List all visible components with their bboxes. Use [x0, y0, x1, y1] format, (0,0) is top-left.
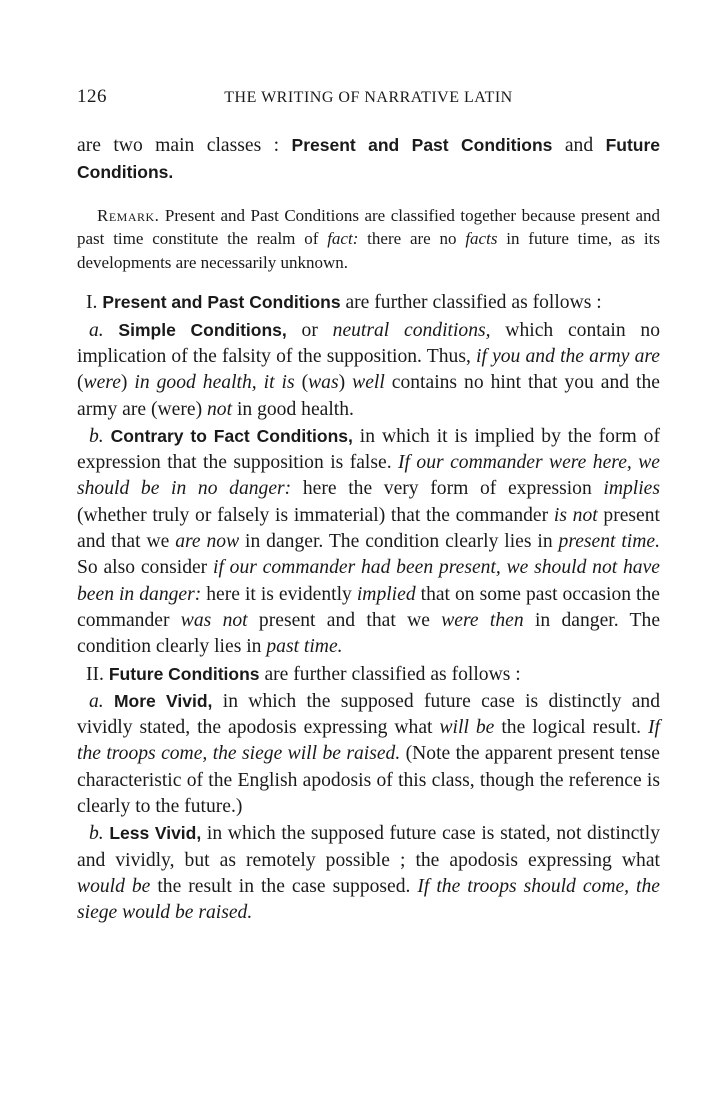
text-run: in which it is implied by the form of expression that the supposition is false. [77, 425, 660, 474]
text-run: ( [294, 372, 309, 394]
bold-term: Contrary to Fact Conditions, [103, 425, 353, 446]
text-run: in good health. [232, 398, 354, 420]
bold-term: Future Conditions [108, 663, 260, 684]
section-number: I. [86, 292, 103, 314]
italic-run: If the troops should come, the siege would be raised. [77, 875, 660, 924]
text-run: So also consider [77, 557, 213, 579]
text-run: (whether truly or falsely is immaterial) that the commander [77, 504, 554, 526]
italic-run: fact: [327, 229, 359, 249]
section-2b [77, 820, 660, 926]
text-run: in which the supposed future case is stated, not distinctly and vividly, but as remotely possible ; the apodosis expressing what [77, 823, 660, 871]
text-run: the logical result. [494, 717, 649, 739]
text-run: are two main classes : [77, 135, 292, 156]
page-header [77, 86, 660, 114]
section-1b [77, 423, 660, 661]
item-letter: b. [89, 823, 104, 845]
text-run: ) [338, 372, 353, 394]
section-1-heading [77, 289, 660, 316]
remark-paragraph [77, 204, 660, 275]
item-letter: a. [89, 690, 104, 712]
italic-run: were then [441, 609, 524, 631]
bold-term: Present and Past Conditions [102, 292, 341, 313]
bold-term: More Vivid, [103, 690, 213, 711]
text-run: are further classified as follows : [259, 663, 521, 685]
page-body [77, 132, 660, 927]
text-run: Present and Past Conditions are classified together because present and past time constitute the realm of [77, 205, 660, 249]
italic-run: past time. [266, 636, 343, 658]
text-run: are further classified as follows : [340, 292, 602, 314]
running-title: THE WRITING OF NARRATIVE LATIN [224, 89, 513, 106]
text-run: that on some past occasion the commander [77, 583, 660, 631]
bold-term: Less Vivid, [103, 823, 202, 844]
italic-run: neutral conditions, [332, 319, 491, 341]
italic-run: well [352, 372, 385, 394]
italic-run: If our commander were here, we should be in no danger: [77, 452, 660, 500]
italic-run: not [207, 398, 233, 420]
section-2-heading [77, 661, 660, 688]
text-run: here the very form of expression [291, 478, 604, 500]
text-run: which contain no implication of the falsity of the supposition. Thus, [77, 319, 660, 367]
section-number: II. [86, 663, 109, 685]
remark-label: Remark. [97, 205, 160, 225]
italic-run: was [308, 372, 339, 394]
opening-paragraph [77, 132, 660, 187]
italic-run: if you and the army are [476, 345, 660, 367]
italic-run: if our commander had been present, we should not have been in danger: [77, 557, 660, 605]
italic-run: present time. [558, 531, 660, 553]
bold-term: Simple Conditions, [103, 319, 287, 340]
italic-run: implies [603, 478, 660, 500]
text-run: present and that we [77, 504, 660, 553]
italic-run: facts [465, 229, 498, 249]
italic-run: would be [77, 875, 151, 897]
bold-term: Future Conditions. [77, 135, 661, 183]
text-run: in future time, as its developments are necessarily unknown. [77, 229, 660, 272]
text-run: and [552, 135, 606, 156]
section-1a [77, 317, 660, 423]
item-letter: a. [89, 319, 104, 341]
text-run: here it is evidently [201, 583, 357, 605]
italic-run: in good health, it is [134, 372, 295, 394]
text-run: or [286, 319, 333, 341]
text-run: contains no hint that you and the army are (were) [77, 372, 660, 420]
text-run: there are no [358, 229, 466, 249]
italic-run: implied [356, 583, 416, 605]
text-run: present and that we [247, 609, 442, 631]
text-run: the result in the case supposed. [150, 875, 418, 897]
italic-run: is not [553, 504, 598, 526]
page-number: 126 [77, 86, 107, 107]
italic-run: were [83, 372, 121, 394]
section-2a [77, 688, 660, 820]
italic-run: are now [175, 531, 240, 553]
text-run: (Note the apparent present tense characteristic of the English apodosis of this class, though the reference is clearly to the future.) [77, 743, 660, 818]
italic-run: If the troops come, the siege will be raised. [77, 717, 660, 765]
text-run: ( [77, 372, 84, 394]
text-run: in danger. The condition clearly lies in [239, 531, 559, 553]
bold-term: Present and Past Conditions [291, 135, 553, 155]
italic-run: was not [180, 609, 248, 631]
text-run: in danger. The condition clearly lies in [77, 609, 661, 658]
italic-run: will be [439, 717, 495, 739]
text-run: in which the supposed future case is distinctly and vividly stated, the apodosis expressing what [77, 690, 661, 739]
item-letter: b. [89, 425, 104, 447]
text-run: ) [120, 372, 135, 394]
